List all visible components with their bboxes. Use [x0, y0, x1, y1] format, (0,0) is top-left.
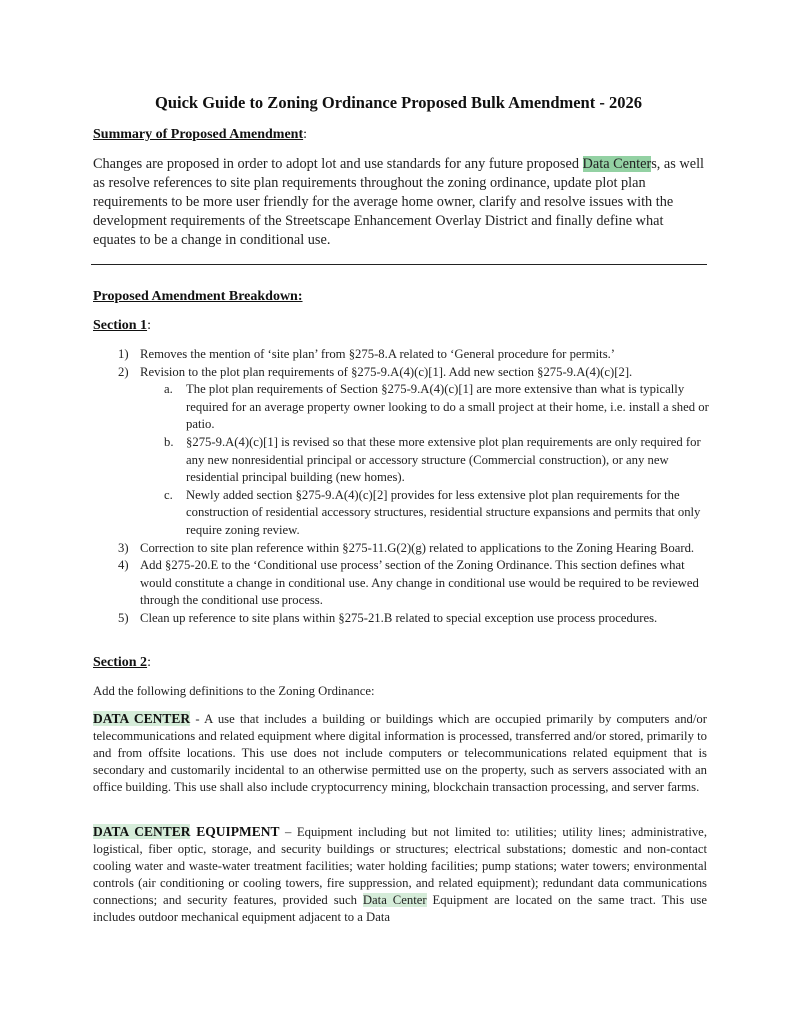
summary-text-before: Changes are proposed in order to adopt lot and use standards for any future proposed — [93, 156, 583, 172]
breakdown-heading — [93, 289, 303, 305]
list-item-number: 4) — [118, 558, 129, 573]
summary-heading-text: Summary of Proposed Amendment — [93, 127, 304, 142]
summary-heading — [93, 127, 307, 143]
list-item-text: Add §275-20.E to the ‘Conditional use process’ section of the Zoning Ordinance. This section defines what would constitute a change in conditional use. Any change in conditional use would be required to be reviewed through the conditional use process. — [140, 558, 699, 608]
sub-list-item-letter: c. — [164, 487, 173, 502]
definition-data-center-equipment — [93, 823, 707, 927]
list-item-text: Correction to site plan reference within §275-11.G(2)(g) related to applications to the Zoning Hearing Board. — [140, 540, 695, 555]
list-item-number: 3) — [118, 540, 129, 555]
section2-heading-colon: : — [147, 655, 151, 670]
section1-heading-text: Section 1 — [93, 318, 148, 333]
definition-separator: – — [279, 825, 297, 839]
list-item-number: 5) — [118, 610, 129, 625]
sub-list-item-letter: b. — [164, 434, 174, 449]
sub-list-item — [93, 487, 713, 540]
list-item — [93, 346, 713, 364]
document-title: Quick Guide to Zoning Ordinance Proposed Bulk Amendment - 2026 — [155, 93, 642, 112]
definition-term: DATA CENTER — [93, 824, 191, 839]
section2-intro: Add the following definitions to the Zoning Ordinance: — [93, 684, 375, 698]
list-item — [93, 610, 713, 628]
list-item — [93, 364, 713, 382]
sub-list-item-text: §275-9.A(4)(c)[1] is revised so that these more extensive plot plan requirements are only required for any new nonresidential principal or accessory structure (Commercial construction), or any new residential principal building (new homes). — [186, 434, 701, 485]
section1-list — [93, 346, 713, 628]
definition-text-before: Equipment including but not limited to: utilities; utility lines; administrative, logistical, fiber optic, storage, and security buildings or structures; electrical substations; domestic and non-contact cooling water and waste-water treatment facilities; water holding facilities; pump stations; water towers; environmental controls (air conditioning or cooling towers, fire suppression, and related equipment); redundant data communications connections; and security features, provided such — [93, 825, 707, 908]
section2-heading — [93, 655, 151, 671]
definition-highlight: Data Center — [362, 893, 427, 908]
sub-list-item-text: The plot plan requirements of Section §275-9.A(4)(c)[1] are more extensive than what is typically required for an average property owner looking to do a small project at their home, i.e. install a shed or patio. — [186, 382, 709, 432]
list-item-text: Removes the mention of ‘site plan’ from §275-8.A related to ‘General procedure for permits.’ — [140, 347, 616, 361]
list-item-text: Revision to the plot plan requirements of §275-9.A(4)(c)[1]. Add new section §275-9.A(4)(c)[2]. — [140, 364, 633, 379]
definition-text: A use that includes a building or buildings which are occupied primarily by computers and/or telecommunications and related equipment where digital information is processed, transferred and/or stored, primarily to and from offsite locations. This use does not include computers or telecommunications related equipment that is secondary and customarily incidental to an otherwise permitted use on the property, such as servers associated with an office building. This use shall also include cryptocurrency mining, blockchain transaction processing, and server farms. — [93, 712, 707, 795]
summary-highlight: Data Center — [582, 156, 652, 172]
section2-heading-text: Section 2 — [93, 655, 148, 670]
sub-list-item — [93, 434, 713, 487]
definition-term: DATA CENTER — [93, 711, 191, 726]
definition-term-extra: EQUIPMENT — [190, 824, 280, 839]
section1-heading-colon: : — [147, 318, 151, 333]
summary-paragraph — [93, 155, 707, 250]
sub-list-item-text: Newly added section §275-9.A(4)(c)[2] provides for less extensive plot plan requirements for the construction of residential accessory structures, residential structure expansions and permits that only require zoning review. — [186, 487, 701, 537]
definition-text-after: Equipment are located on the same tract. This use includes outdoor mechanical equipment adjacent to a Data — [93, 893, 707, 925]
sub-list-item-letter: a. — [164, 382, 173, 397]
list-item — [93, 540, 713, 558]
summary-heading-colon: : — [303, 127, 308, 142]
list-item-number: 1) — [118, 347, 129, 361]
sub-list-item — [93, 381, 713, 434]
definition-separator: - — [190, 712, 205, 726]
definition-data-center — [93, 710, 707, 796]
horizontal-divider — [91, 264, 707, 265]
breakdown-heading-text: Proposed Amendment Breakdown: — [93, 289, 303, 304]
section1-heading — [93, 318, 151, 334]
list-item-text: Clean up reference to site plans within §275-21.B related to special exception use process procedures. — [140, 610, 658, 625]
list-item-number: 2) — [118, 364, 129, 379]
list-item — [93, 557, 713, 610]
summary-text-after: s, as well as resolve references to site plan requirements throughout the zoning ordinance, update plot plan requirements to be more user friendly for the average home owner, clarify and resolve issues with the development requirements of the Streetscape Enhancement Overlay District and finally define what equates to be a change in conditional use. — [93, 156, 705, 248]
